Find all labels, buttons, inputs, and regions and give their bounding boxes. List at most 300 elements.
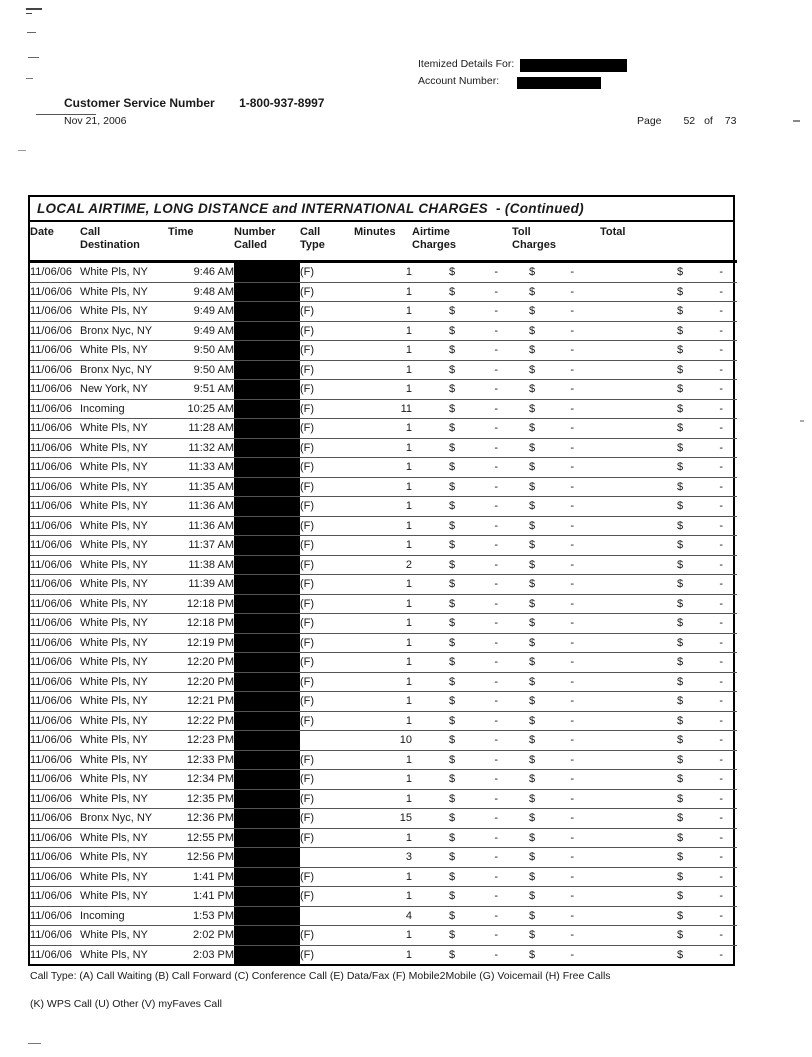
call-type [300, 906, 354, 926]
call-minutes: 1 [354, 458, 412, 478]
call-record-row [30, 848, 737, 868]
redacted-number-called [234, 653, 300, 673]
airtime-charge-cell [412, 926, 512, 946]
airtime-charge-cell [412, 848, 512, 868]
call-minutes: 1 [354, 516, 412, 536]
currency-symbol: $ [529, 363, 536, 376]
total-charge-value: - [719, 363, 723, 376]
call-time: 9:50 AM [168, 360, 234, 380]
currency-symbol: $ [529, 344, 536, 356]
currency-symbol: $ [449, 597, 456, 610]
total-charge-value: - [719, 792, 723, 805]
call-destination: White Pls, NY [80, 789, 168, 809]
total-charge-cell [600, 575, 737, 595]
total-charge-cell [600, 672, 737, 692]
total-charge-cell [600, 341, 737, 361]
airtime-charge-cell [412, 516, 512, 536]
currency-symbol: $ [449, 714, 456, 727]
currency-symbol: $ [529, 480, 536, 493]
total-charge-cell [600, 653, 737, 673]
call-date: 11/06/06 [30, 262, 80, 283]
currency-symbol: $ [529, 402, 536, 415]
toll-charge-value: - [570, 422, 574, 434]
call-destination: White Pls, NY [80, 477, 168, 497]
page-number: 52 [683, 115, 696, 127]
call-destination: White Pls, NY [80, 497, 168, 517]
call-type: (F) [300, 926, 354, 946]
call-record-row [30, 360, 737, 380]
total-charge-cell [600, 536, 737, 556]
currency-symbol: $ [449, 812, 456, 824]
currency-symbol: $ [677, 617, 684, 629]
call-time: 12:20 PM [168, 672, 234, 692]
total-charge-value: - [719, 461, 723, 473]
call-time: 12:36 PM [168, 809, 234, 829]
call-minutes: 1 [354, 926, 412, 946]
total-charge-value: - [719, 675, 723, 688]
toll-charge-value: - [570, 285, 574, 298]
call-date: 11/06/06 [30, 575, 80, 595]
currency-symbol: $ [449, 578, 456, 590]
call-date: 11/06/06 [30, 711, 80, 731]
currency-symbol: $ [677, 890, 684, 902]
total-charge-cell [600, 438, 737, 458]
call-date: 11/06/06 [30, 399, 80, 419]
call-date: 11/06/06 [30, 380, 80, 400]
call-type: (F) [300, 672, 354, 692]
redacted-number-called [234, 731, 300, 751]
header-airtime-charges: Airtime Charges [412, 222, 512, 262]
airtime-charge-value: - [494, 266, 498, 278]
call-date: 11/06/06 [30, 809, 80, 829]
redacted-number-called [234, 262, 300, 283]
call-type: (F) [300, 750, 354, 770]
call-time: 12:35 PM [168, 789, 234, 809]
total-charge-cell [600, 516, 737, 536]
call-record-row [30, 341, 737, 361]
toll-charge-value: - [570, 812, 574, 824]
call-type: (F) [300, 282, 354, 302]
toll-charge-value: - [570, 461, 574, 473]
call-time: 11:33 AM [168, 458, 234, 478]
currency-symbol: $ [449, 851, 456, 863]
currency-symbol: $ [449, 636, 456, 649]
currency-symbol: $ [677, 656, 684, 668]
toll-charge-value: - [570, 500, 574, 512]
airtime-charge-value: - [494, 344, 498, 356]
total-charge-value: - [719, 324, 723, 337]
airtime-charge-value: - [494, 792, 498, 805]
total-charge-cell [600, 321, 737, 341]
redacted-number-called [234, 867, 300, 887]
call-time: 11:37 AM [168, 536, 234, 556]
currency-symbol: $ [529, 773, 536, 785]
call-destination: White Pls, NY [80, 633, 168, 653]
airtime-charge-cell [412, 360, 512, 380]
currency-symbol: $ [529, 305, 536, 317]
call-destination: White Pls, NY [80, 438, 168, 458]
currency-symbol: $ [677, 792, 684, 805]
toll-charge-value: - [570, 578, 574, 590]
airtime-charge-value: - [494, 597, 498, 610]
account-number-label: Account Number: [418, 75, 500, 87]
airtime-charge-cell [412, 458, 512, 478]
total-charge-cell [600, 399, 737, 419]
call-minutes: 1 [354, 262, 412, 283]
airtime-charge-cell [412, 594, 512, 614]
toll-charge-value: - [570, 870, 574, 883]
call-destination: White Pls, NY [80, 750, 168, 770]
call-minutes: 1 [354, 633, 412, 653]
call-type: (F) [300, 419, 354, 439]
redacted-number-called [234, 477, 300, 497]
currency-symbol: $ [677, 753, 684, 766]
toll-charge-value: - [570, 344, 574, 356]
airtime-charge-value: - [494, 617, 498, 629]
airtime-charge-value: - [494, 734, 498, 746]
currency-symbol: $ [449, 441, 456, 454]
redacted-number-called [234, 848, 300, 868]
toll-charge-cell [512, 672, 600, 692]
currency-symbol: $ [677, 831, 684, 844]
redacted-number-called [234, 321, 300, 341]
call-date: 11/06/06 [30, 848, 80, 868]
call-type: (F) [300, 536, 354, 556]
currency-symbol: $ [449, 773, 456, 785]
currency-symbol: $ [449, 422, 456, 434]
airtime-charge-value: - [494, 714, 498, 727]
call-date: 11/06/06 [30, 614, 80, 634]
call-type: (F) [300, 575, 354, 595]
airtime-charge-cell [412, 945, 512, 964]
call-type: (F) [300, 594, 354, 614]
currency-symbol: $ [449, 402, 456, 415]
redacted-number-called [234, 419, 300, 439]
currency-symbol: $ [677, 324, 684, 337]
call-destination: White Pls, NY [80, 887, 168, 907]
call-time: 12:23 PM [168, 731, 234, 751]
toll-charge-cell [512, 399, 600, 419]
currency-symbol: $ [449, 948, 456, 961]
total-charge-value: - [719, 656, 723, 668]
total-charge-value: - [719, 558, 723, 571]
airtime-charge-cell [412, 282, 512, 302]
redacted-number-called [234, 711, 300, 731]
call-minutes: 1 [354, 302, 412, 322]
call-record-row [30, 887, 737, 907]
redacted-number-called [234, 614, 300, 634]
airtime-charge-value: - [494, 948, 498, 961]
currency-symbol: $ [529, 558, 536, 571]
call-minutes: 1 [354, 692, 412, 712]
call-destination: White Pls, NY [80, 555, 168, 575]
toll-charge-cell [512, 262, 600, 283]
call-time: 12:56 PM [168, 848, 234, 868]
currency-symbol: $ [677, 539, 684, 551]
total-charge-value: - [719, 870, 723, 883]
toll-charge-value: - [570, 851, 574, 863]
currency-symbol: $ [449, 656, 456, 668]
currency-symbol: $ [677, 675, 684, 688]
call-minutes: 1 [354, 321, 412, 341]
currency-symbol: $ [529, 734, 536, 746]
call-record-row [30, 926, 737, 946]
itemized-details-label: Itemized Details For: [418, 58, 515, 70]
airtime-charge-value: - [494, 461, 498, 473]
redacted-account-number [517, 77, 601, 89]
call-type: (F) [300, 360, 354, 380]
call-type: (F) [300, 458, 354, 478]
toll-charge-value: - [570, 890, 574, 902]
redacted-number-called [234, 809, 300, 829]
total-charge-cell [600, 692, 737, 712]
currency-symbol: $ [449, 305, 456, 317]
call-minutes: 1 [354, 750, 412, 770]
currency-symbol: $ [677, 305, 684, 317]
airtime-charge-cell [412, 262, 512, 283]
toll-charge-cell [512, 341, 600, 361]
call-date: 11/06/06 [30, 926, 80, 946]
total-charge-cell [600, 614, 737, 634]
currency-symbol: $ [529, 383, 536, 395]
call-type: (F) [300, 770, 354, 790]
total-charge-cell [600, 360, 737, 380]
call-minutes: 1 [354, 887, 412, 907]
total-charge-value: - [719, 500, 723, 512]
toll-charge-value: - [570, 753, 574, 766]
call-type: (F) [300, 828, 354, 848]
call-record-row [30, 906, 737, 926]
currency-symbol: $ [529, 519, 536, 532]
call-date: 11/06/06 [30, 497, 80, 517]
currency-symbol: $ [529, 929, 536, 941]
currency-symbol: $ [529, 870, 536, 883]
call-time: 1:41 PM [168, 867, 234, 887]
currency-symbol: $ [677, 909, 684, 922]
call-time: 11:39 AM [168, 575, 234, 595]
scan-artifact [26, 8, 42, 10]
call-destination: Bronx Nyc, NY [80, 809, 168, 829]
call-destination: White Pls, NY [80, 948, 148, 961]
call-time: 2:03 PM [193, 948, 234, 961]
call-time: 11:35 AM [168, 477, 234, 497]
call-time: 12:19 PM [168, 633, 234, 653]
call-destination: White Pls, NY [80, 926, 168, 946]
redacted-number-called [234, 828, 300, 848]
toll-charge-value: - [570, 695, 574, 707]
call-type: (F) [300, 887, 354, 907]
call-destination: Bronx Nyc, NY [80, 360, 168, 380]
currency-symbol: $ [449, 558, 456, 571]
total-charge-value: - [719, 753, 723, 766]
call-destination: White Pls, NY [80, 419, 168, 439]
call-time: 9:51 AM [168, 380, 234, 400]
call-minutes: 1 [354, 360, 412, 380]
airtime-charge-cell [412, 867, 512, 887]
currency-symbol: $ [449, 500, 456, 512]
toll-charge-cell [512, 321, 600, 341]
total-charge-cell [600, 809, 737, 829]
total-charge-cell [600, 633, 737, 653]
call-date: 11/06/06 [30, 419, 80, 439]
call-minutes: 1 [354, 497, 412, 517]
redacted-number-called [234, 516, 300, 536]
call-date: 11/06/06 [30, 789, 80, 809]
total-charge-cell [600, 731, 737, 751]
call-record-row [30, 945, 737, 964]
currency-symbol: $ [449, 617, 456, 629]
total-charge-cell [600, 282, 737, 302]
call-time: 11:28 AM [168, 419, 234, 439]
call-record-row [30, 653, 737, 673]
call-date: 11/06/06 [30, 672, 80, 692]
call-date: 11/06/06 [30, 594, 80, 614]
airtime-charge-cell [412, 302, 512, 322]
call-date: 11/06/06 [30, 828, 80, 848]
scan-artifact [18, 150, 26, 151]
call-minutes: 1 [354, 867, 412, 887]
redacted-number-called [234, 438, 300, 458]
call-destination: White Pls, NY [80, 828, 168, 848]
currency-symbol: $ [529, 890, 536, 902]
redacted-number-called [234, 887, 300, 907]
call-date: 11/06/06 [30, 341, 80, 361]
total-charge-cell [600, 867, 737, 887]
toll-charge-cell [512, 633, 600, 653]
airtime-charge-cell [412, 653, 512, 673]
call-destination: White Pls, NY [80, 731, 168, 751]
call-record-row [30, 672, 737, 692]
total-charge-cell [600, 302, 737, 322]
currency-symbol: $ [449, 461, 456, 473]
airtime-charge-cell [412, 789, 512, 809]
call-time: 9:48 AM [168, 282, 234, 302]
table-header-row [30, 222, 737, 262]
scan-artifact [28, 57, 39, 58]
redacted-number-called [234, 594, 300, 614]
redacted-number-called [234, 341, 300, 361]
call-minutes: 1 [354, 536, 412, 556]
currency-symbol: $ [677, 636, 684, 649]
call-minutes: 1 [354, 419, 412, 439]
airtime-charge-value: - [494, 851, 498, 863]
currency-symbol: $ [449, 480, 456, 493]
scan-artifact [26, 78, 33, 79]
currency-symbol: $ [677, 851, 684, 863]
total-charge-value: - [719, 812, 723, 824]
redacted-number-called [234, 750, 300, 770]
call-time: 12:34 PM [168, 770, 234, 790]
airtime-charge-cell [412, 633, 512, 653]
toll-charge-value: - [570, 305, 574, 317]
call-record-row [30, 458, 737, 478]
total-charge-value: - [719, 948, 723, 961]
call-minutes: 1 [354, 380, 412, 400]
currency-symbol: $ [677, 383, 684, 395]
currency-symbol: $ [449, 675, 456, 688]
itemized-details-block [418, 58, 658, 92]
airtime-charge-value: - [494, 870, 498, 883]
currency-symbol: $ [677, 597, 684, 610]
airtime-charge-value: - [494, 305, 498, 317]
call-date: 11/06/06 [30, 282, 80, 302]
toll-charge-cell [512, 945, 600, 964]
page-of-label: of [704, 115, 713, 127]
call-destination: White Pls, NY [80, 867, 168, 887]
call-record-row [30, 867, 737, 887]
airtime-charge-value: - [494, 500, 498, 512]
toll-charge-cell [512, 536, 600, 556]
airtime-charge-value: - [494, 753, 498, 766]
call-type-legend-line2: (K) WPS Call (U) Other (V) myFaves Call [30, 998, 222, 1010]
table-title: LOCAL AIRTIME, LONG DISTANCE and INTERNATIONAL CHARGES - (Continued) [30, 197, 733, 222]
toll-charge-cell [512, 438, 600, 458]
currency-symbol: $ [677, 441, 684, 454]
call-type: (F) [300, 438, 354, 458]
redacted-number-called [234, 302, 300, 322]
currency-symbol: $ [529, 792, 536, 805]
call-destination: White Pls, NY [80, 302, 168, 322]
total-charge-value: - [719, 305, 723, 317]
call-time: 11:38 AM [168, 555, 234, 575]
currency-symbol: $ [449, 753, 456, 766]
call-minutes: 1 [354, 711, 412, 731]
total-charge-value: - [719, 890, 723, 902]
call-time: 12:21 PM [168, 692, 234, 712]
currency-symbol: $ [677, 402, 684, 415]
call-date: 11/06/06 [30, 321, 80, 341]
total-charge-cell [600, 419, 737, 439]
call-record-row [30, 282, 737, 302]
currency-symbol: $ [529, 675, 536, 688]
call-destination: New York, NY [80, 380, 168, 400]
airtime-charge-value: - [494, 578, 498, 590]
call-record-row [30, 711, 737, 731]
call-minutes: 1 [354, 614, 412, 634]
airtime-charge-value: - [494, 363, 498, 376]
toll-charge-value: - [570, 948, 574, 961]
call-minutes: 3 [354, 848, 412, 868]
currency-symbol: $ [529, 500, 536, 512]
toll-charge-value: - [570, 519, 574, 532]
call-destination: White Pls, NY [80, 614, 168, 634]
call-minutes: 10 [354, 731, 412, 751]
currency-symbol: $ [677, 714, 684, 727]
airtime-charge-value: - [494, 636, 498, 649]
total-charge-cell [600, 380, 737, 400]
call-type-legend-line1: Call Type: (A) Call Waiting (B) Call Forward (C) Conference Call (E) Data/Fax (F) Mobile2Mobile (G) Voicemail (H) Free Calls [30, 970, 611, 982]
currency-symbol: $ [677, 948, 684, 961]
toll-charge-value: - [570, 831, 574, 844]
currency-symbol: $ [677, 363, 684, 376]
currency-symbol: $ [449, 324, 456, 337]
header-date: Date [30, 222, 80, 262]
call-record-row [30, 614, 737, 634]
call-date: 11/06/06 [30, 633, 80, 653]
toll-charge-cell [512, 887, 600, 907]
toll-charge-value: - [570, 441, 574, 454]
currency-symbol: $ [677, 812, 684, 824]
call-minutes: 1 [405, 948, 412, 961]
page-indicator [637, 115, 736, 127]
toll-charge-value: - [570, 617, 574, 629]
call-type: (F) [300, 555, 354, 575]
currency-symbol: $ [449, 695, 456, 707]
airtime-charge-value: - [494, 675, 498, 688]
call-destination: White Pls, NY [80, 594, 168, 614]
header-minutes: Minutes [354, 222, 412, 262]
page-total: 73 [724, 115, 737, 127]
